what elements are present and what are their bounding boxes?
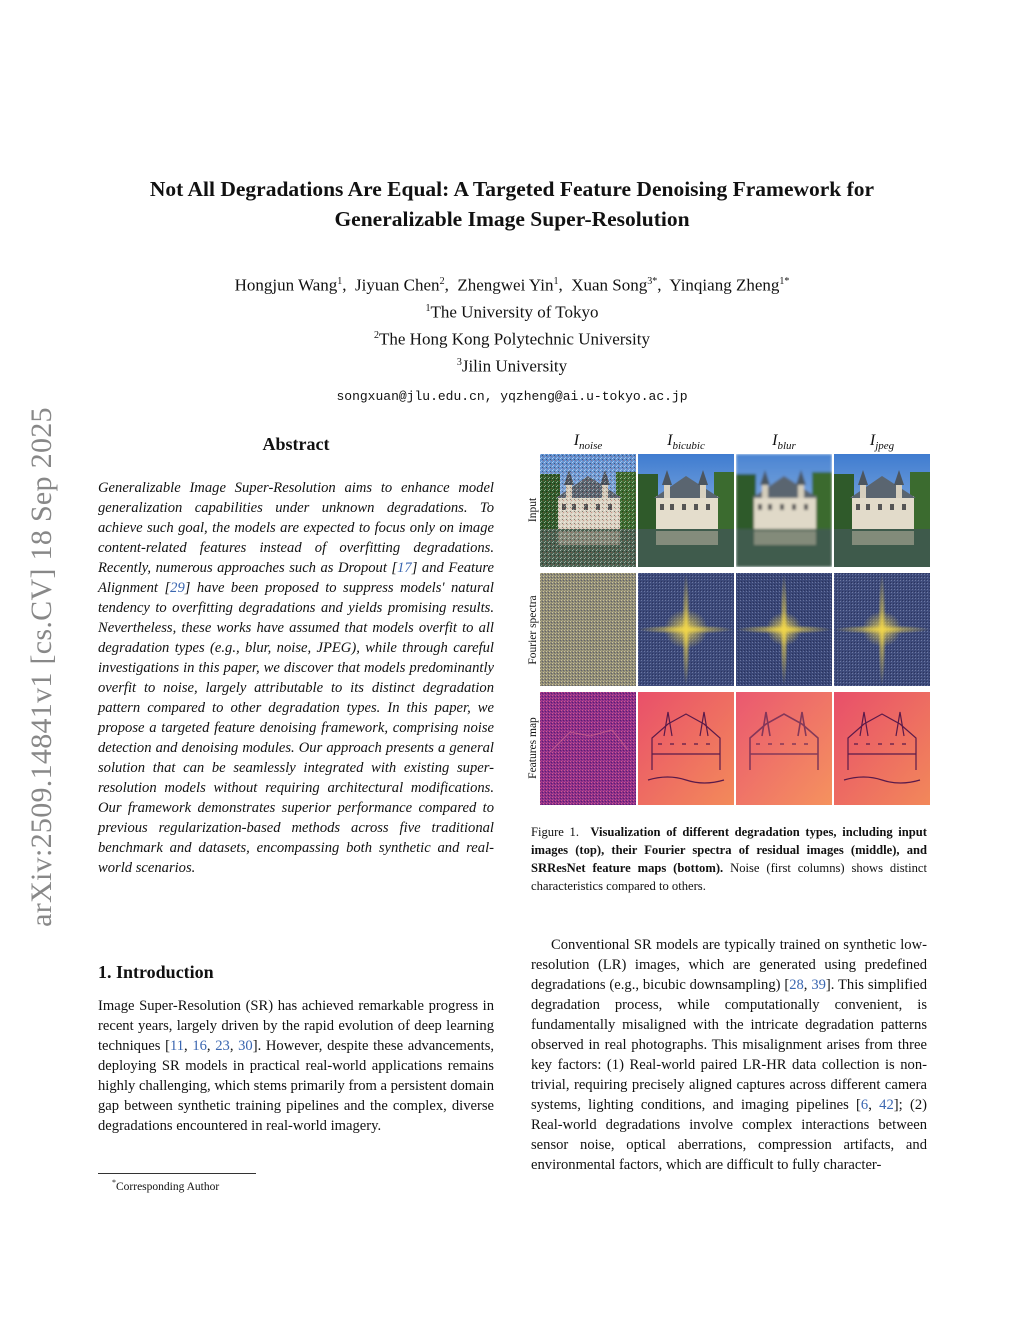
citation-link[interactable]: 28 (789, 977, 804, 993)
author-mark: 2 (439, 276, 445, 287)
author-mark: 1* (779, 276, 790, 287)
citation-link[interactable]: 29 (170, 580, 185, 596)
affiliation-mark: 2 (373, 330, 379, 342)
abstract-text-part: ] and Feature Alignment [ (98, 560, 494, 596)
introduction-heading: 1. Introduction (98, 962, 214, 982)
caption-bold-text: Visualization of different degradation types, including input images (top), their Fourier spectra of residual images (middle), and SRResNet feature maps (bottom). (531, 825, 927, 875)
input-image-jpeg (834, 454, 930, 567)
footnote (112, 1178, 219, 1193)
affiliation (60, 351, 964, 378)
figure-row-label (526, 462, 540, 558)
row-label-text: Fourier spectra (527, 595, 539, 665)
figure-column-label (540, 432, 636, 452)
row-label-text: Input (527, 497, 539, 523)
paragraph-text-part: Conventional SR models are typically trained on synthetic low-resolution (LR) images, which are generated using predefined degradations (e.g., bicubic downsampling) [ (531, 937, 927, 993)
abstract-text-part: Generalizable Image Super-Resolution aims to enhance model generalization capabilities under unknown degradations. To achieve such goal, the models are expected to focus only on image content-related features instead of overfitting degradations. Recently, numerous approaches such as Dropout [ (98, 480, 494, 576)
column-label-sub: noise (579, 440, 603, 453)
author-mark: 1 (337, 276, 343, 287)
citation-link[interactable]: 6 (860, 1097, 869, 1113)
affiliation-name: Jilin University (461, 357, 568, 377)
citation-link[interactable]: 39 (811, 977, 826, 993)
right-column-paragraph: Conventional SR models are typically trained on synthetic low-resolution (LR) images, which are generated using predefined degradations (e.g., bicubic downsampling) [28, 39]. This simplified degradation process, while computationally convenient, is fundamentally misaligned with the intricate degradation patterns observed in real photographs. This misalignment arises from three key factors: (1) Real-world paired LR-HR data collection is non-trivial, requiring precisely aligned captures across different camera systems, lighting conditions, and imaging pipelines [6, 42]; (2) Real-world degradations involve complex interactions between sensor noise, optical aberrations, compression artifacts, and environmental factors, which are difficult to fully character- (531, 937, 927, 1173)
paragraph-text-part: ]. This simplified degradation process, while computationally convenient, is fundamentally misaligned with the intricate degradation patterns observed in real photographs. This misalignment arises from three key factors: (1) Real-world paired LR-HR data collection is non-trivial, requiring precisely aligned captures across different camera systems, lighting conditions, and imaging pipelines [ (531, 977, 927, 1113)
figure-column-label (638, 432, 734, 452)
author-name: Yinqiang Zheng (669, 275, 780, 295)
column-label-sub: blur (777, 440, 796, 453)
citation-link[interactable]: 23 (215, 1038, 230, 1054)
citation-link[interactable]: 17 (397, 560, 412, 576)
feature-map-noise (540, 692, 636, 805)
author-list: Hongjun Wang$^1$, Jiyuan Chen$^2$, Zhengwei Yin$^1$, Xuan Song$^{3*}$, Yinqiang Zheng$^{1*}$ (234, 275, 790, 295)
abstract-text (98, 478, 494, 878)
author-name: Jiyuan Chen (355, 275, 440, 295)
column-label-base: I (772, 432, 778, 449)
author-emails: songxuan@jlu.edu.cn, yqzheng@ai.u-tokyo.ac.jp (336, 388, 688, 404)
paragraph-text-part: ]; (2) Real-world degradations involve complex interactions between sensor noise, optical aberrations, compression artifacts, and environmental factors, which are difficult to fully character- (531, 1097, 927, 1173)
affiliation-mark: 1 (425, 303, 431, 315)
fourier-spectrum-bicubic (638, 573, 734, 686)
abstract-text-part: ] have been proposed to suppress models' natural tendency to overfitting degradations and yields promising results. Nevertheless, these works have assumed that models overfit to all degradation types (e.g., blur, noise, JPEG), while through careful investigations in this paper, we discover that models predominantly overfit to noise, largely attributable to its distinct degradation pattern compared to other degradation types. In this paper, we propose a targeted feature denoising framework, comprising noise detection and denoising modules. Our approach presents a general solution that can be seamlessly integrated with existing super-resolution models without requiring architectural modifications. Our framework demonstrates superior performance compared to previous regularization-based methods across five traditional benchmark and datasets, encompassing both synthetic and real-world scenarios. (98, 580, 494, 876)
fourier-spectrum-jpeg (834, 573, 930, 686)
column-label-base: I (869, 432, 876, 449)
fourier-spectrum-blur (736, 573, 832, 686)
introduction-text: Image Super-Resolution (SR) has achieved remarkable progress in recent years, largely driven by the rapid evolution of deep learning techniques [11, 16, 23, 30]. However, despite these advancements, deploying SR models in practical real-world applications remains highly challenging, which stems primarily from a persistent domain gap between synthetic training pipelines and the complex, diverse degradations encountered in real-world imagery. (98, 998, 495, 1134)
affiliation-name: The University of Tokyo (430, 302, 599, 322)
author-name: Hongjun Wang (234, 275, 338, 295)
affiliation (60, 324, 964, 351)
feature-map-jpeg (834, 692, 930, 805)
author-mark: 1 (553, 276, 559, 287)
author-mark: 3* (647, 276, 658, 287)
footnote-divider (98, 1173, 256, 1174)
title-line-1: Not All Degradations Are Equal: A Targeted Feature Denoising Framework for (149, 177, 875, 201)
figure-row-label (526, 582, 540, 678)
citation-link[interactable]: 11 (169, 1038, 184, 1054)
paper-title (60, 174, 964, 234)
arxiv-id-text: arXiv:2509.14841v1 [cs.CV] 18 Sep 2025 (25, 407, 58, 927)
caption-label: Figure 1. (531, 825, 579, 839)
column-label-base: I (573, 432, 580, 449)
affiliation-name: The Hong Kong Polytechnic University (378, 329, 650, 349)
feature-map-blur (736, 692, 832, 805)
affiliation-mark: 3 (456, 357, 462, 369)
fourier-spectrum-noise (540, 573, 636, 686)
affiliation (60, 297, 964, 324)
figure-column-label (834, 432, 930, 452)
citation-link[interactable]: 16 (192, 1038, 207, 1054)
intro-text-part: ]. However, despite these advancements, deploying SR models in practical real-world applications remains highly challenging, which stems primarily from a persistent domain gap between synthetic training pipelines and the complex, diverse degradations encountered in real-world imagery. (98, 1038, 495, 1134)
citation-link[interactable]: 30 (238, 1038, 253, 1054)
author-block (60, 270, 964, 408)
title-line-2: Generalizable Image Super-Resolution (334, 207, 690, 231)
figure-column-label (736, 432, 832, 452)
author-name: Zhengwei Yin (457, 275, 554, 295)
citation-link[interactable]: 42 (879, 1097, 894, 1113)
feature-map-bicubic (638, 692, 734, 805)
caption-text: Noise (first columns) shows distinct characteristics compared to others. (531, 861, 927, 893)
footnote-text: Corresponding Author (116, 1180, 220, 1193)
figure-caption (531, 823, 927, 895)
footnote-mark: * (112, 1178, 116, 1187)
column-label-base: I (667, 432, 673, 449)
author-name: Xuan Song (571, 275, 648, 295)
column-label-sub: bicubic (672, 440, 705, 453)
figure-row-label (526, 700, 540, 796)
arxiv-sidebar-identifier (22, 372, 62, 962)
intro-text-part: Image Super-Resolution (SR) has achieved remarkable progress in recent years, largely driven by the rapid evolution of deep learning techniques [ (98, 998, 494, 1054)
abstract-heading: Abstract (262, 434, 330, 454)
column-label-sub: jpeg (875, 440, 895, 453)
input-image-blur (736, 454, 832, 567)
input-image-bicubic (638, 454, 734, 567)
input-image-noise (540, 454, 636, 567)
row-label-text: Features map (527, 717, 539, 779)
